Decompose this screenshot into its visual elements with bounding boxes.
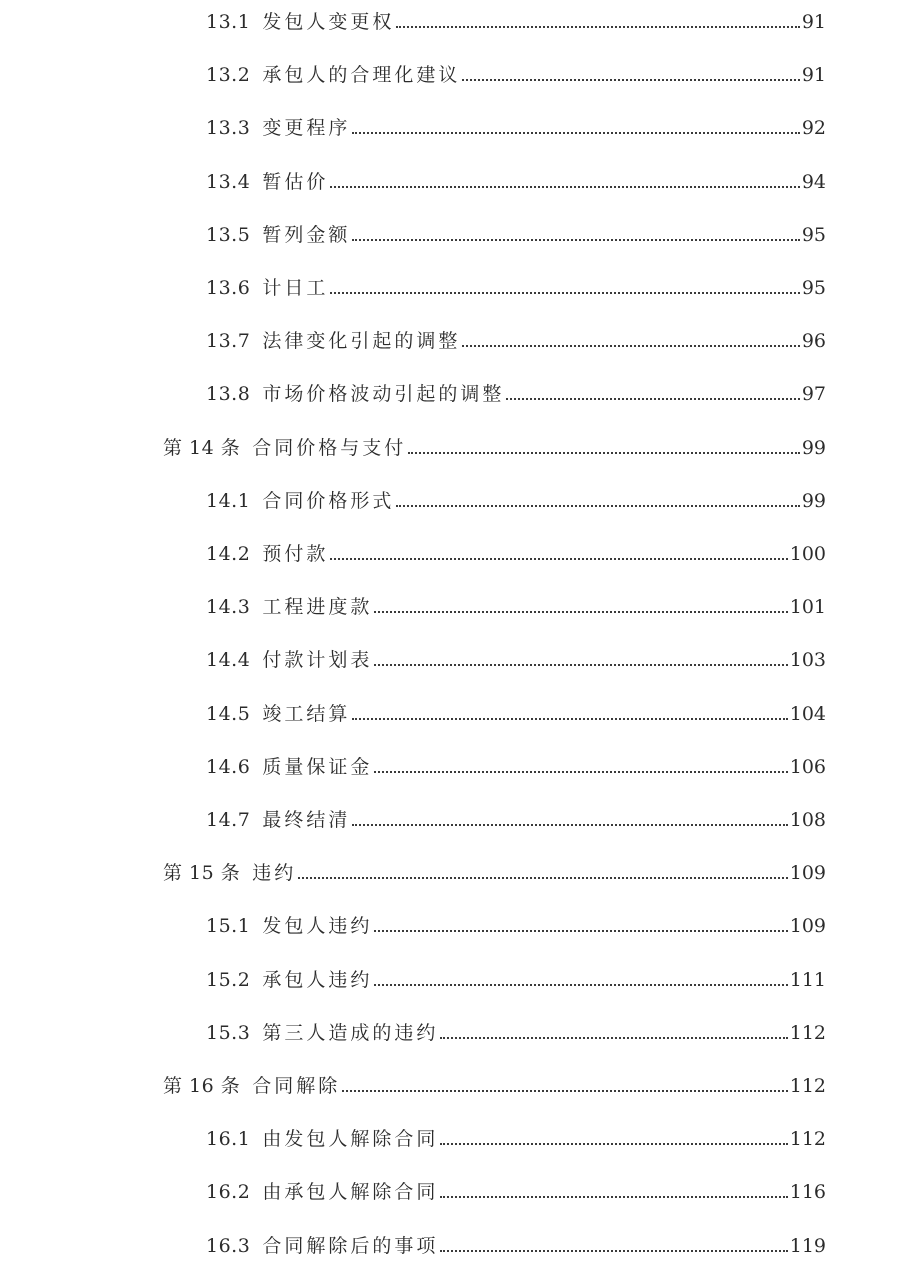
toc-entry-title: 第三人造成的违约 [262,1021,439,1044]
toc-section-entry[interactable] [206,110,826,140]
toc-entry-page: 97 [801,383,826,406]
toc-entry-number: 第 14 条 [163,436,241,459]
toc-entry-number: 13.3 [206,117,251,140]
toc-entry-title: 由发包人解除合同 [262,1128,439,1151]
toc-dot-leader [408,452,800,454]
toc-entry-number: 13.7 [206,330,251,353]
toc-entry-number: 14.2 [206,543,251,565]
toc-entry-title: 最终结清 [262,809,351,831]
toc-dot-leader [374,984,787,986]
toc-entry-title: 合同解除后的事项 [262,1234,439,1257]
toc-entry-title: 付款计划表 [262,649,373,672]
toc-entry-page: 112 [789,1075,826,1097]
toc-section-entry[interactable] [206,962,826,992]
toc-dot-leader [352,239,799,241]
toc-entry-page: 100 [789,543,826,565]
toc-section-entry[interactable] [206,696,826,726]
toc-dot-leader [440,1037,787,1039]
toc-entry-number: 14.3 [206,596,251,619]
toc-section-entry[interactable] [206,1121,826,1151]
toc-entry-number: 第 16 条 [163,1075,241,1097]
toc-entry-title: 承包人的合理化建议 [262,64,461,87]
toc-entry-title: 合同价格与支付 [252,436,407,459]
toc-entry-title: 工程进度款 [262,596,373,619]
toc-entry-page: 103 [789,649,826,672]
toc-section-entry[interactable] [206,536,826,566]
toc-dot-leader [374,930,787,932]
toc-entry-title: 发包人违约 [262,915,373,938]
toc-entry-number: 16.2 [206,1181,251,1204]
toc-entry-page: 92 [801,117,826,140]
toc-entry-number: 13.8 [206,383,251,406]
toc-entry-page: 91 [801,11,826,33]
toc-entry-page: 99 [801,489,826,512]
toc-entry-title: 合同价格形式 [262,489,395,512]
toc-dot-leader [396,26,799,28]
toc-dot-leader [330,292,799,294]
toc-entry-number: 15.1 [206,915,251,938]
toc-entry-number: 15.2 [206,968,251,991]
toc-section-entry[interactable] [206,749,826,779]
toc-entry-page: 96 [801,330,826,353]
toc-entry-number: 13.5 [206,223,251,246]
toc-dot-leader [298,877,787,879]
toc-entry-number: 16.1 [206,1128,251,1151]
toc-entry-title: 由承包人解除合同 [262,1181,439,1204]
toc-section-entry[interactable] [206,1174,826,1204]
toc-entry-title: 合同解除 [252,1075,341,1097]
toc-entry-number: 14.5 [206,702,251,725]
toc-dot-leader [374,611,787,613]
toc-dot-leader [374,664,787,666]
toc-entry-page: 106 [789,755,826,778]
toc-entry-title: 变更程序 [262,117,351,140]
toc-section-entry[interactable] [206,217,826,247]
toc-entry-page: 109 [789,915,826,938]
toc-section-entry[interactable] [206,270,826,300]
toc-dot-leader [440,1196,787,1198]
toc-entry-page: 119 [789,1234,826,1257]
toc-dot-leader [342,1090,787,1092]
toc-entry-page: 91 [801,64,826,87]
toc-dot-leader [462,79,799,81]
toc-section-entry[interactable] [206,589,826,619]
toc-entry-page: 112 [789,1021,826,1044]
toc-entry-number: 第 15 条 [163,862,241,885]
toc-entry-number: 14.1 [206,489,251,512]
toc-entry-page: 104 [789,702,826,725]
toc-entry-page: 99 [801,436,826,459]
toc-dot-leader [352,718,787,720]
toc-dot-leader [462,345,799,347]
toc-entry-page: 95 [801,277,826,299]
toc-section-entry[interactable] [206,4,826,34]
toc-entry-title: 质量保证金 [262,755,373,778]
toc-section-entry[interactable] [206,57,826,87]
toc-entry-number: 14.4 [206,649,251,672]
toc-entry-number: 15.3 [206,1021,251,1044]
toc-entry-title: 暂列金额 [262,223,351,246]
toc-section-entry[interactable] [206,802,826,832]
toc-entry-number: 13.4 [206,170,251,193]
toc-entry-page: 112 [789,1128,826,1151]
toc-chapter-entry[interactable] [163,855,826,885]
toc-entry-title: 法律变化引起的调整 [262,330,461,353]
toc-entry-page: 109 [789,862,826,885]
toc-section-entry[interactable] [206,323,826,353]
toc-entry-number: 14.7 [206,809,251,831]
toc-dot-leader [352,132,799,134]
toc-entry-title: 竣工结算 [262,702,351,725]
toc-entry-title: 暂估价 [262,170,329,193]
toc-entry-number: 13.6 [206,277,251,299]
toc-section-entry[interactable] [206,376,826,406]
toc-section-entry[interactable] [206,642,826,672]
toc-chapter-entry[interactable] [163,430,826,460]
toc-section-entry[interactable] [206,908,826,938]
toc-entry-page: 101 [789,596,826,619]
toc-dot-leader [352,824,787,826]
toc-dot-leader [330,558,787,560]
toc-entry-title: 承包人违约 [262,968,373,991]
toc-entry-page: 108 [789,809,826,831]
toc-entry-number: 16.3 [206,1234,251,1257]
toc-entry-title: 违约 [252,862,297,885]
toc-section-entry[interactable] [206,483,826,513]
toc-entry-number: 14.6 [206,755,251,778]
toc-entry-number: 13.2 [206,64,251,87]
toc-entry-title: 预付款 [262,543,329,565]
toc-entry-title: 市场价格波动引起的调整 [262,383,505,406]
toc-dot-leader [440,1250,787,1252]
toc-entry-page: 111 [789,968,826,991]
toc-section-entry[interactable] [206,1015,826,1045]
toc-entry-page: 116 [789,1181,826,1204]
toc-dot-leader [330,186,799,188]
toc-entry-number: 13.1 [206,11,251,33]
toc-entry-title: 发包人变更权 [262,11,395,33]
toc-dot-leader [506,398,799,400]
toc-section-entry[interactable] [206,1228,826,1258]
toc-dot-leader [374,771,787,773]
toc-dot-leader [396,505,799,507]
toc-entry-page: 95 [801,223,826,246]
toc-entry-title: 计日工 [262,277,329,299]
toc-chapter-entry[interactable] [163,1068,826,1098]
toc-section-entry[interactable] [206,164,826,194]
toc-dot-leader [440,1143,787,1145]
toc-entry-page: 94 [801,170,826,193]
